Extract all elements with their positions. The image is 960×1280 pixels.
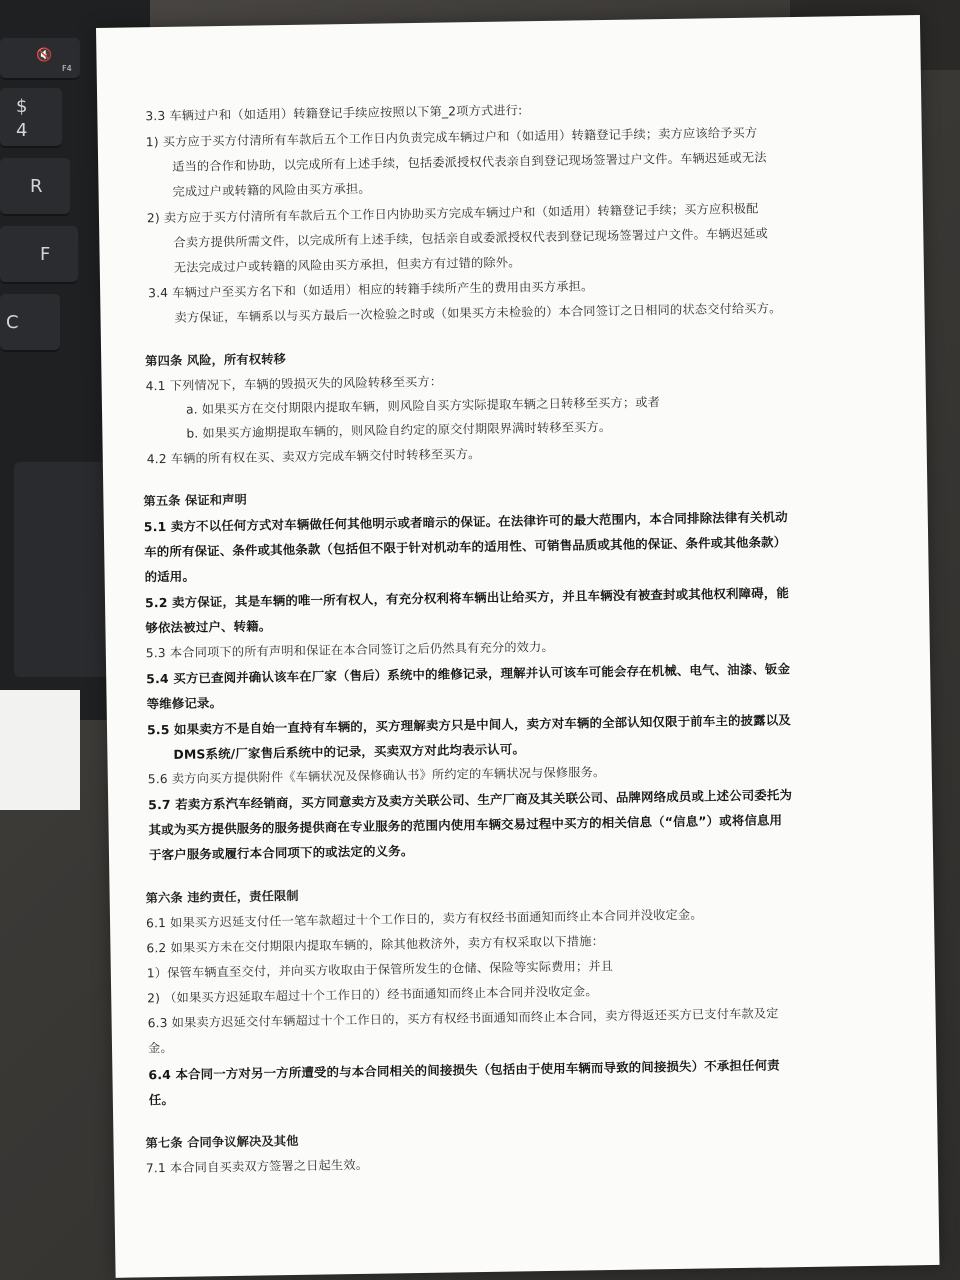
key-c[interactable] bbox=[0, 294, 60, 352]
key-f[interactable] bbox=[0, 226, 78, 284]
section-6-1: 6.1 如果买方迟延支付任一笔车款超过十个工作日的，卖方有权经书面通知而终止本合同并没收定金。 bbox=[145, 907, 703, 931]
section-5-4-cont: 等维修记录。 bbox=[146, 695, 223, 712]
section-3-4: 3.4 车辆过户至买方名下和（如适用）相应的转籍手续所产生的费用由买方承担。 bbox=[148, 279, 594, 301]
section-3-4-cont: 卖方保证，车辆系以与买方最后一次检验之时或（如果买方未检验的）本合同签订之日相同的状态交付给买方。 bbox=[174, 301, 782, 325]
section-5-3: 5.3 本合同项下的所有声明和保证在本合同签订之后仍然具有充分的效力。 bbox=[145, 639, 554, 661]
trackpad[interactable] bbox=[14, 462, 114, 677]
section-3-3-1-cont: 完成过户或转籍的风险由买方承担。 bbox=[172, 181, 371, 199]
section-3-3-2: 2) 卖方应于买方付清所有车款后五个工作日内协助买方完成车辆过户和（如适用）转籍登记手续；买方应积极配 bbox=[146, 201, 759, 226]
section-6-2-1: 1）保管车辆直至交付，并向买方收取由于保管所发生的仓储、保险等实际费用；并且 bbox=[146, 958, 614, 981]
document-sheet bbox=[96, 15, 940, 1278]
paper-underneath bbox=[0, 690, 80, 810]
section-6-3-cont: 金。 bbox=[147, 1040, 173, 1056]
section-5-7-cont: 其或为买方提供服务的服务提供商在专业服务的范围内使用车辆交易过程中买方的相关信息（“信息”）或将信息用 bbox=[148, 812, 783, 838]
mute-icon: 🔇 bbox=[36, 48, 53, 63]
key-r[interactable] bbox=[0, 158, 70, 216]
section-3-3-2-cont: 无法完成过户或转籍的风险由买方承担，但卖方有过错的除外。 bbox=[173, 255, 521, 275]
section-3-3-1: 1) 买方应于买方付清所有车款后五个工作日内负责完成车辆过户和（如适用）转籍登记手续；卖方应该给予买方 bbox=[145, 125, 758, 150]
section-5-4: 5.4 买方已查阅并确认该车在厂家（售后）系统中的维修记录，理解并认可该车可能会存在机械、电气、油漆、钣金 bbox=[146, 661, 791, 687]
section-5-1-cont: 的适用。 bbox=[144, 568, 196, 585]
key-label: C bbox=[6, 312, 19, 333]
article-6-title: 第六条 违约责任，责任限制 bbox=[145, 888, 299, 906]
section-5-1: 5.1 卖方不以任何方式对车辆做任何其他明示或者暗示的保证。在法律许可的最大范围内，本合同排除法律有关机动 bbox=[143, 509, 788, 535]
section-3-3-1-cont: 适当的合作和协助，以完成所有上述手续，包括委派授权代表亲自到登记现场签署过户文件。车辆迟延或无法 bbox=[172, 150, 767, 174]
key-4[interactable] bbox=[0, 88, 62, 148]
section-5-7-cont: 于客户服务或履行本合同项下的或法定的义务。 bbox=[148, 843, 414, 863]
section-7-1: 7.1 本合同自买卖双方签署之日起生效。 bbox=[145, 1157, 369, 1176]
key-label: R bbox=[30, 176, 43, 197]
section-5-7: 5.7 若卖方系汽车经销商，买方同意卖方及卖方关联公司、生产厂商及其关联公司、品牌网络成员或上述公司委托为 bbox=[148, 787, 793, 813]
section-5-2-cont: 够依法被过户、转籍。 bbox=[145, 618, 272, 636]
section-4-1-a: a. 如果买方在交付期限内提取车辆，则风险自买方实际提取车辆之日转移至买方；或者 bbox=[185, 395, 661, 417]
key-label: F bbox=[40, 244, 51, 265]
section-6-2-2: 2) （如果买方迟延取车超过十个工作日的）经书面通知而终止本合同并没收定金。 bbox=[147, 984, 598, 1006]
article-5-title: 第五条 保证和声明 bbox=[143, 492, 248, 509]
section-6-2: 6.2 如果买方未在交付期限内提取车辆的，除其他救济外，卖方有权采取以下措施： bbox=[146, 934, 605, 956]
section-4-1-b: b. 如果买方逾期提取车辆的，则风险自约定的原交付期限界满时转移至买方。 bbox=[186, 419, 612, 441]
section-5-5-cont: DMS系统/厂家售后系统中的记录，买卖双方对此均表示认可。 bbox=[173, 741, 526, 762]
section-4-1: 4.1 下列情况下，车辆的毁损灭失的风险转移至买方： bbox=[145, 374, 443, 394]
section-5-1-cont: 车的所有保证、条件或其他条款（包括但不限于针对机动车的适用性、可销售品质或其他的保证、条件或其他条款） bbox=[144, 534, 787, 560]
article-4-title: 第四条 风险，所有权转移 bbox=[145, 352, 287, 369]
key-top-label: $ bbox=[16, 96, 28, 117]
key-label: F4 bbox=[62, 64, 72, 73]
section-6-4-cont: 任。 bbox=[148, 1091, 175, 1108]
section-5-2: 5.2 卖方保证，其是车辆的唯一所有权人，有充分权利将车辆出让给买方，并且车辆没有被查封或其他权利障碍，能 bbox=[144, 585, 790, 611]
key-label: 4 bbox=[16, 120, 28, 141]
section-5-6: 5.6 卖方向买方提供附件《车辆状况及保修确认书》所约定的车辆状况与保修服务。 bbox=[147, 765, 606, 787]
section-6-3: 6.3 如果卖方迟延交付车辆超过十个工作日的，买方有权经书面通知而终止本合同，卖方得返还买方已支付车款及定 bbox=[147, 1006, 779, 1031]
key-f4[interactable] bbox=[0, 38, 80, 80]
section-5-5: 5.5 如果卖方不是自始一直持有车辆的，买方理解卖方只是中间人，卖方对车辆的全部认知仅限于前车主的披露以及 bbox=[146, 712, 792, 738]
section-3-3-2-cont: 合卖方提供所需文件，以完成所有上述手续，包括亲自或委派授权代表到登记现场签署过户文件。车辆迟延或 bbox=[173, 226, 769, 250]
article-7-title: 第七条 合同争议解决及其他 bbox=[145, 1133, 299, 1151]
section-4-2: 4.2 车辆的所有权在买、卖双方完成车辆交付时转移至买方。 bbox=[146, 447, 481, 467]
section-6-4: 6.4 本合同一方对另一方所遭受的与本合同相关的间接损失（包括由于使用车辆而导致的间接损失）不承担任何责 bbox=[148, 1057, 780, 1083]
section-3-3-title: 3.3 车辆过户和（如适用）转籍登记手续应按照以下第_2项方式进行: bbox=[145, 103, 523, 124]
